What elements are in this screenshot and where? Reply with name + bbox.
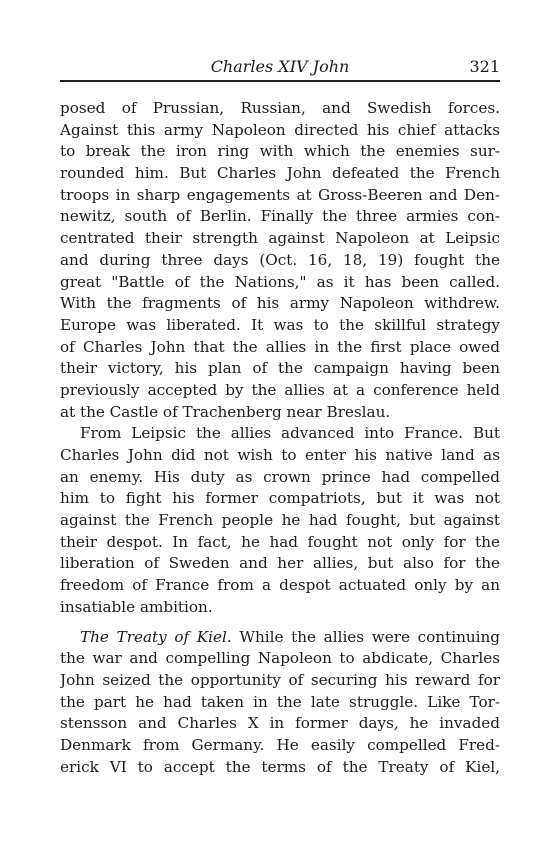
paragraph-gap	[60, 619, 500, 627]
page-number: 321	[469, 57, 500, 76]
text-line: of Charles John that the allies in the first place owed	[60, 337, 500, 356]
text-line	[60, 627, 500, 649]
text-line: him to fight his former compatriots, but it was not	[60, 489, 500, 508]
text-line: troops in sharp engagements at Gross-Beeren and Den-	[60, 185, 500, 204]
text-line: their victory, his plan of the campaign having been	[60, 359, 500, 378]
text-line: With the fragments of his army Napoleon withdrew.	[60, 294, 500, 313]
text-line: rounded him. But Charles John defeated the French	[60, 164, 500, 183]
text-line: Denmark from Germany. He easily compelled Fred-	[60, 735, 500, 754]
text-line: Europe was liberated. It was to the skillful strategy	[60, 315, 500, 334]
text-line: insatiable ambition.	[60, 597, 213, 616]
running-title: Charles XIV John	[210, 57, 350, 76]
body-text	[60, 98, 500, 778]
text-line: their despot. In fact, he had fought not only for the	[60, 532, 500, 551]
text-line: From Leipsic the allies advanced into France. But	[80, 424, 500, 443]
text-line: previously accepted by the allies at a conference held	[60, 380, 500, 399]
paragraph	[60, 98, 500, 423]
text-line: against the French people he had fought, but against	[60, 511, 500, 530]
text-line: great "Battle of the Nations," as it has been called.	[60, 272, 500, 291]
text-line: the part he had taken in the late struggle. Like Tor-	[60, 692, 500, 711]
text-line: Against this army Napoleon directed his chief attacks	[60, 120, 500, 139]
text-line: newitz, south of Berlin. Finally the three armies con-	[60, 207, 500, 226]
paragraph	[60, 627, 500, 779]
page-header	[60, 56, 500, 78]
text-line: and during three days (Oct. 16, 18, 19) fought the	[60, 250, 500, 269]
text-line: centrated their strength against Napoleon at Leipsic	[60, 229, 500, 248]
text-line: posed of Prussian, Russian, and Swedish forces.	[60, 99, 500, 117]
paragraph	[60, 423, 500, 618]
text-line: Charles John did not wish to enter his native land as	[60, 446, 500, 464]
text-span: While the allies were continuing	[231, 627, 500, 646]
text-line: erick VI to accept the terms of the Treaty of Kiel,	[60, 757, 500, 776]
text-line: an enemy. His duty as crown prince had compelled	[60, 467, 500, 486]
section-subhead: The Treaty of Kiel.	[80, 627, 232, 646]
text-line: liberation of Sweden and her allies, but also for the	[60, 554, 500, 573]
text-line: to break the iron ring with which the enemies sur-	[60, 142, 500, 161]
text-line: the war and compelling Napoleon to abdicate, Charles	[60, 649, 500, 668]
header-rule	[60, 80, 500, 82]
text-line: at the Castle of Trachenberg near Breslau.	[60, 402, 391, 421]
text-line: stensson and Charles X in former days, he invaded	[60, 714, 500, 733]
text-line: John seized the opportunity of securing his reward for	[60, 670, 500, 689]
text-line: freedom of France from a despot actuated only by an	[60, 576, 500, 595]
